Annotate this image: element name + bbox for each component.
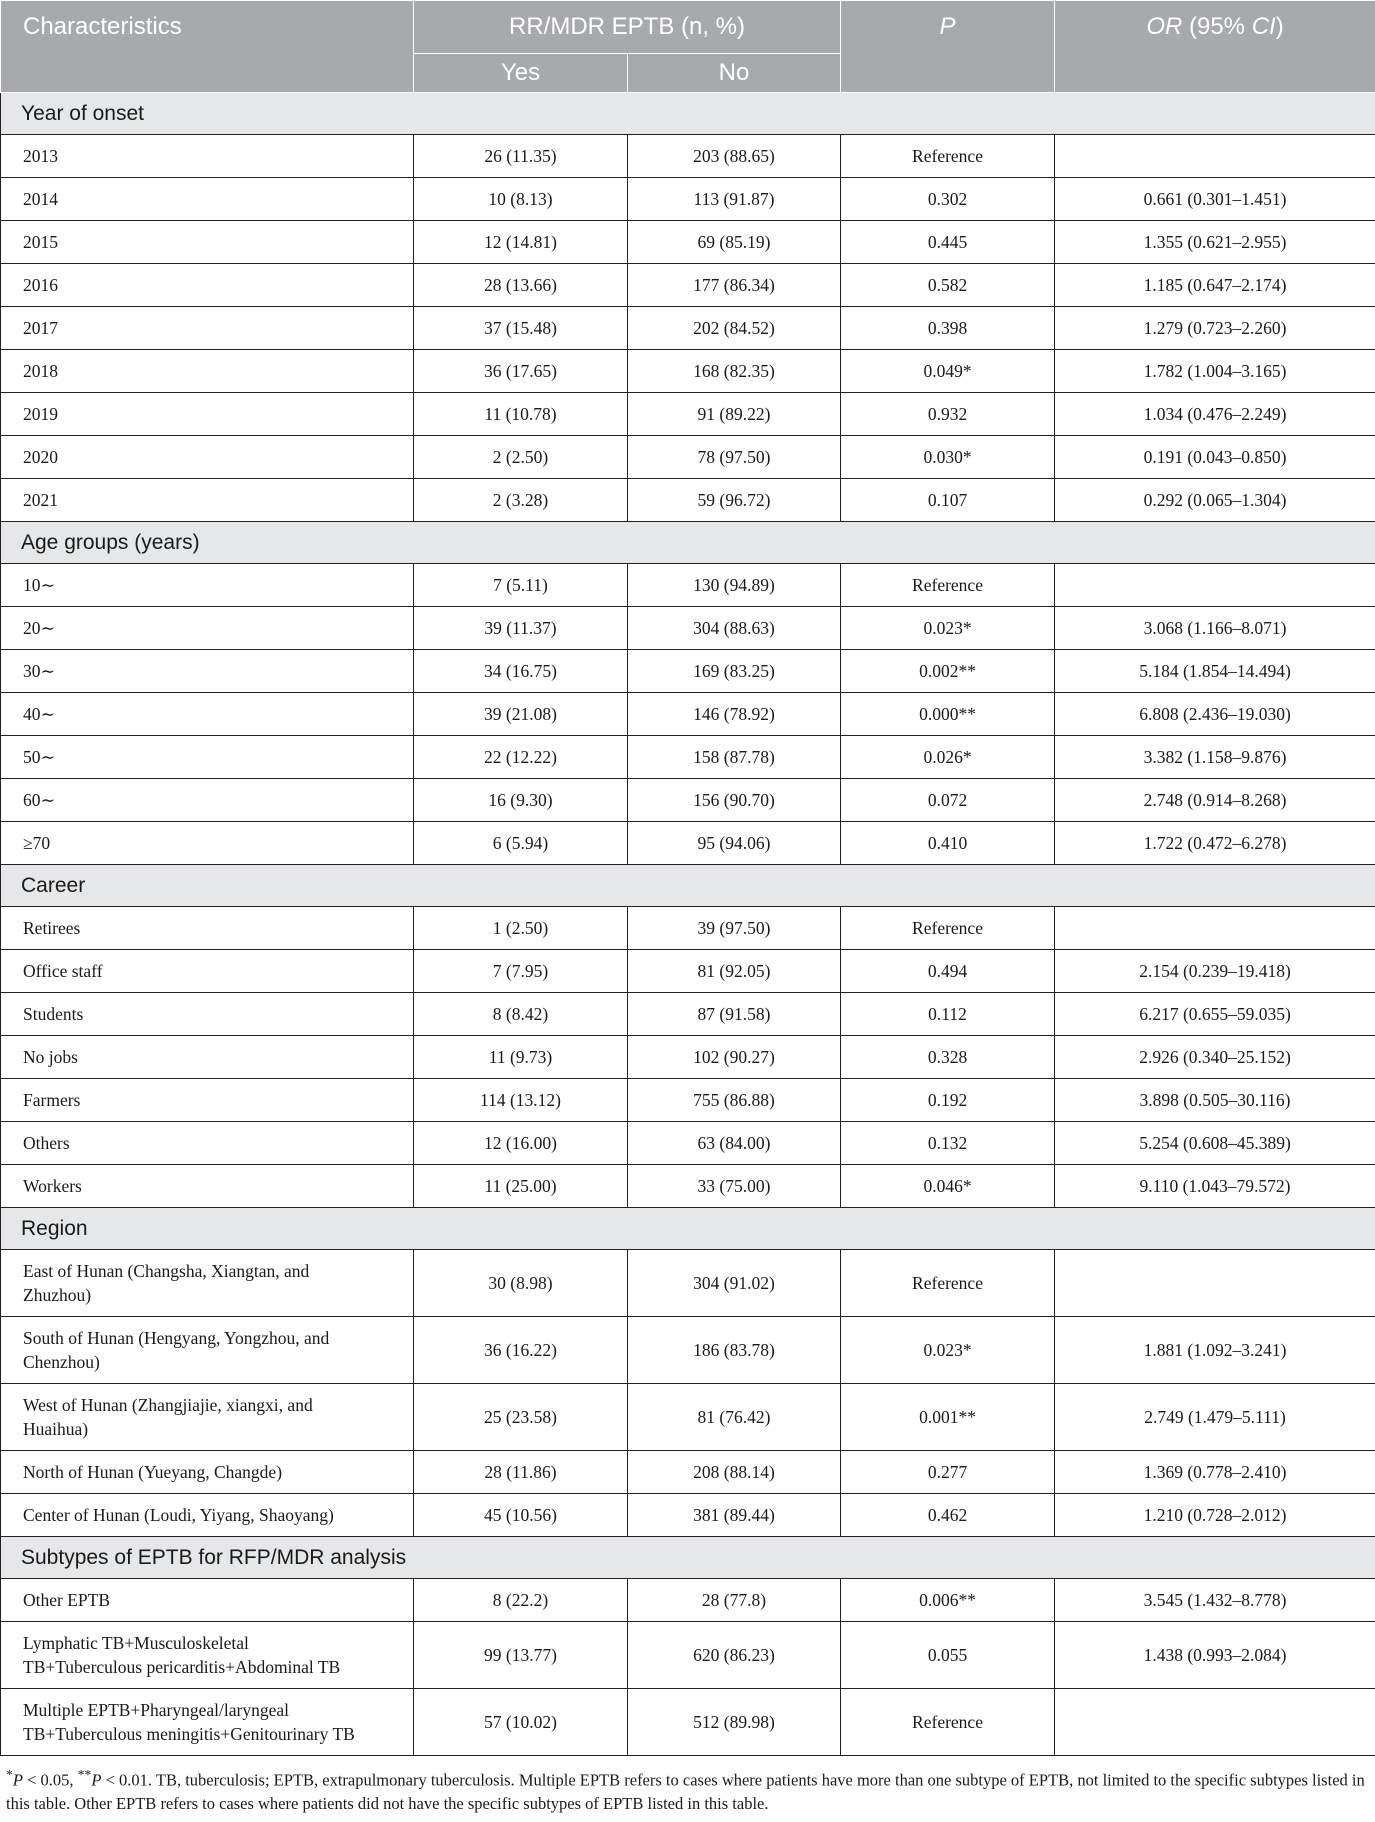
row-label: 2014 <box>1 178 414 221</box>
row-label: 2016 <box>1 264 414 307</box>
row-label-line-2: TB+Tuberculous pericarditis+Abdominal TB <box>23 1657 341 1677</box>
row-label: 2013 <box>1 135 414 178</box>
cell-yes: 30 (8.98) <box>414 1250 628 1317</box>
cell-no: 304 (88.63) <box>628 607 841 650</box>
cell-yes: 39 (11.37) <box>414 607 628 650</box>
cell-p-value: 0.000** <box>841 693 1055 736</box>
header-or-label: OR <box>1146 13 1183 40</box>
cell-p-value: 0.302 <box>841 178 1055 221</box>
table-row <box>1 307 1375 350</box>
cell-no: 168 (82.35) <box>628 350 841 393</box>
table-row <box>1 1579 1375 1622</box>
cell-yes: 45 (10.56) <box>414 1494 628 1537</box>
section-title: Year of onset <box>1 93 1375 135</box>
table-header <box>1 1 1375 93</box>
cell-p-value: Reference <box>841 135 1055 178</box>
row-label-line-1: South of Hunan (Hengyang, Yongzhou, and <box>23 1328 330 1348</box>
section-header-row <box>1 865 1375 907</box>
row-label-line-2: Chenzhou) <box>23 1352 100 1372</box>
cell-yes: 11 (10.78) <box>414 393 628 436</box>
table-row <box>1 135 1375 178</box>
cell-p-value: 0.046* <box>841 1165 1055 1208</box>
cell-odds-ratio: 1.369 (0.778–2.410) <box>1055 1451 1375 1494</box>
cell-no: 91 (89.22) <box>628 393 841 436</box>
footnote-p-1: P <box>12 1770 23 1790</box>
cell-odds-ratio: 5.254 (0.608–45.389) <box>1055 1122 1375 1165</box>
table-row <box>1 1079 1375 1122</box>
cell-yes: 16 (9.30) <box>414 779 628 822</box>
cell-p-value: 0.072 <box>841 779 1055 822</box>
table-row <box>1 736 1375 779</box>
cell-p-value: 0.030* <box>841 436 1055 479</box>
cell-p-value: 0.112 <box>841 993 1055 1036</box>
cell-yes: 114 (13.12) <box>414 1079 628 1122</box>
table-row <box>1 1036 1375 1079</box>
cell-no: 146 (78.92) <box>628 693 841 736</box>
cell-p-value: 0.132 <box>841 1122 1055 1165</box>
cell-p-value: 0.328 <box>841 1036 1055 1079</box>
cell-p-value: Reference <box>841 1689 1055 1756</box>
cell-no: 95 (94.06) <box>628 822 841 865</box>
cell-p-value: 0.023* <box>841 607 1055 650</box>
row-label <box>1 1689 414 1756</box>
table-row <box>1 993 1375 1036</box>
row-label-line-1: Lymphatic TB+Musculoskeletal <box>23 1633 249 1653</box>
row-label: Others <box>1 1122 414 1165</box>
row-label: 2019 <box>1 393 414 436</box>
row-label-line-2: Zhuzhou) <box>23 1285 92 1305</box>
table-row <box>1 1250 1375 1317</box>
cell-p-value: 0.006** <box>841 1579 1055 1622</box>
cell-yes: 39 (21.08) <box>414 693 628 736</box>
row-label: 10∼ <box>1 564 414 607</box>
cell-yes: 99 (13.77) <box>414 1622 628 1689</box>
cell-yes: 2 (2.50) <box>414 436 628 479</box>
cell-odds-ratio: 1.722 (0.472–6.278) <box>1055 822 1375 865</box>
table-row <box>1 1622 1375 1689</box>
cell-no: 620 (86.23) <box>628 1622 841 1689</box>
header-rr-mdr-group: RR/MDR EPTB (n, %) <box>414 1 841 54</box>
table-row <box>1 1689 1375 1756</box>
row-label <box>1 1317 414 1384</box>
cell-p-value: Reference <box>841 1250 1055 1317</box>
header-or-mid: (95% <box>1182 13 1252 40</box>
cell-yes: 28 (11.86) <box>414 1451 628 1494</box>
cell-p-value: 0.582 <box>841 264 1055 307</box>
cell-odds-ratio: 3.382 (1.158–9.876) <box>1055 736 1375 779</box>
cell-p-value: 0.055 <box>841 1622 1055 1689</box>
cell-p-value: 0.002** <box>841 650 1055 693</box>
row-label-line-1: East of Hunan (Changsha, Xiangtan, and <box>23 1261 310 1281</box>
header-characteristics: Characteristics <box>1 1 414 93</box>
cell-odds-ratio: 2.748 (0.914–8.268) <box>1055 779 1375 822</box>
table-body <box>1 93 1375 1756</box>
table-row <box>1 178 1375 221</box>
cell-no: 69 (85.19) <box>628 221 841 264</box>
cell-yes: 11 (25.00) <box>414 1165 628 1208</box>
row-label-line-1: West of Hunan (Zhangjiajie, xiangxi, and <box>23 1395 313 1415</box>
cell-yes: 12 (16.00) <box>414 1122 628 1165</box>
cell-no: 130 (94.89) <box>628 564 841 607</box>
cell-odds-ratio: 3.545 (1.432–8.778) <box>1055 1579 1375 1622</box>
row-label: 40∼ <box>1 693 414 736</box>
row-label: Center of Hunan (Loudi, Yiyang, Shaoyang) <box>1 1494 414 1537</box>
cell-odds-ratio <box>1055 907 1375 950</box>
row-label: 2018 <box>1 350 414 393</box>
table-row <box>1 393 1375 436</box>
cell-p-value: 0.462 <box>841 1494 1055 1537</box>
footnote-text-1: < 0.05, <box>22 1770 78 1790</box>
cell-no: 87 (91.58) <box>628 993 841 1036</box>
cell-odds-ratio <box>1055 135 1375 178</box>
cell-no: 177 (86.34) <box>628 264 841 307</box>
cell-no: 169 (83.25) <box>628 650 841 693</box>
cell-odds-ratio: 0.292 (0.065–1.304) <box>1055 479 1375 522</box>
cell-odds-ratio: 2.926 (0.340–25.152) <box>1055 1036 1375 1079</box>
section-header-row <box>1 93 1375 135</box>
cell-yes: 28 (13.66) <box>414 264 628 307</box>
cell-yes: 34 (16.75) <box>414 650 628 693</box>
row-label: 20∼ <box>1 607 414 650</box>
table-row <box>1 350 1375 393</box>
table-row <box>1 607 1375 650</box>
row-label: Students <box>1 993 414 1036</box>
cell-p-value: 0.398 <box>841 307 1055 350</box>
row-label: Other EPTB <box>1 1579 414 1622</box>
cell-no: 28 (77.8) <box>628 1579 841 1622</box>
row-label: 2015 <box>1 221 414 264</box>
cell-odds-ratio: 1.034 (0.476–2.249) <box>1055 393 1375 436</box>
cell-no: 158 (87.78) <box>628 736 841 779</box>
row-label <box>1 1622 414 1689</box>
cell-yes: 22 (12.22) <box>414 736 628 779</box>
cell-yes: 1 (2.50) <box>414 907 628 950</box>
row-label: ≥70 <box>1 822 414 865</box>
row-label: 30∼ <box>1 650 414 693</box>
cell-no: 102 (90.27) <box>628 1036 841 1079</box>
cell-yes: 7 (7.95) <box>414 950 628 993</box>
cell-no: 59 (96.72) <box>628 479 841 522</box>
table-row <box>1 779 1375 822</box>
cell-p-value: 0.494 <box>841 950 1055 993</box>
cell-odds-ratio: 1.438 (0.993–2.084) <box>1055 1622 1375 1689</box>
cell-no: 186 (83.78) <box>628 1317 841 1384</box>
cell-odds-ratio: 0.661 (0.301–1.451) <box>1055 178 1375 221</box>
cell-p-value: 0.026* <box>841 736 1055 779</box>
row-label <box>1 1384 414 1451</box>
cell-no: 113 (91.87) <box>628 178 841 221</box>
cell-p-value: 0.932 <box>841 393 1055 436</box>
cell-no: 203 (88.65) <box>628 135 841 178</box>
row-label <box>1 1250 414 1317</box>
cell-yes: 25 (23.58) <box>414 1384 628 1451</box>
section-title: Career <box>1 865 1375 907</box>
cell-no: 81 (76.42) <box>628 1384 841 1451</box>
cell-yes: 10 (8.13) <box>414 178 628 221</box>
cell-odds-ratio: 6.808 (2.436–19.030) <box>1055 693 1375 736</box>
row-label-line-2: TB+Tuberculous meningitis+Genitourinary TB <box>23 1724 355 1744</box>
table-row <box>1 1317 1375 1384</box>
table-row <box>1 1384 1375 1451</box>
cell-p-value: Reference <box>841 564 1055 607</box>
table-row <box>1 264 1375 307</box>
cell-no: 156 (90.70) <box>628 779 841 822</box>
section-header-row <box>1 1208 1375 1250</box>
cell-yes: 12 (14.81) <box>414 221 628 264</box>
section-header-row <box>1 522 1375 564</box>
cell-odds-ratio: 1.210 (0.728–2.012) <box>1055 1494 1375 1537</box>
table-row <box>1 822 1375 865</box>
cell-no: 33 (75.00) <box>628 1165 841 1208</box>
cell-p-value: 0.410 <box>841 822 1055 865</box>
cell-yes: 8 (8.42) <box>414 993 628 1036</box>
cell-no: 81 (92.05) <box>628 950 841 993</box>
cell-p-value: 0.023* <box>841 1317 1055 1384</box>
table-row <box>1 1165 1375 1208</box>
cell-p-value: 0.192 <box>841 1079 1055 1122</box>
cell-odds-ratio <box>1055 1250 1375 1317</box>
row-label: North of Hunan (Yueyang, Changde) <box>1 1451 414 1494</box>
header-or-ci: CI <box>1251 13 1276 40</box>
section-title: Region <box>1 1208 1375 1250</box>
row-label: Office staff <box>1 950 414 993</box>
row-label: 2020 <box>1 436 414 479</box>
row-label: 60∼ <box>1 779 414 822</box>
section-title: Age groups (years) <box>1 522 1375 564</box>
cell-p-value: 0.277 <box>841 1451 1055 1494</box>
cell-odds-ratio: 6.217 (0.655–59.035) <box>1055 993 1375 1036</box>
cell-odds-ratio <box>1055 1689 1375 1756</box>
footnote-text-2: < 0.01. TB, tuberculosis; EPTB, extrapulmonary tuberculosis. Multiple EPTB refers to cases where patients have more than one subtype of EPTB, not limited to the specific subtypes listed in this table. Other EPTB refers to cases where patients did not have the specific subtypes of EPTB listed in this table. <box>6 1770 1365 1813</box>
header-or-end: ) <box>1275 13 1284 40</box>
table-row <box>1 693 1375 736</box>
row-label: Retirees <box>1 907 414 950</box>
section-header-row <box>1 1537 1375 1579</box>
cell-odds-ratio: 2.154 (0.239–19.418) <box>1055 950 1375 993</box>
cell-yes: 2 (3.28) <box>414 479 628 522</box>
cell-odds-ratio: 1.185 (0.647–2.174) <box>1055 264 1375 307</box>
cell-no: 208 (88.14) <box>628 1451 841 1494</box>
cell-no: 304 (91.02) <box>628 1250 841 1317</box>
cell-odds-ratio <box>1055 564 1375 607</box>
table-footnote <box>0 1756 1375 1815</box>
cell-yes: 37 (15.48) <box>414 307 628 350</box>
cell-odds-ratio: 1.782 (1.004–3.165) <box>1055 350 1375 393</box>
table-row <box>1 950 1375 993</box>
table-row <box>1 221 1375 264</box>
cell-yes: 11 (9.73) <box>414 1036 628 1079</box>
header-no: No <box>628 54 841 93</box>
cell-yes: 8 (22.2) <box>414 1579 628 1622</box>
cell-no: 63 (84.00) <box>628 1122 841 1165</box>
cell-odds-ratio: 0.191 (0.043–0.850) <box>1055 436 1375 479</box>
table-row <box>1 564 1375 607</box>
row-label: No jobs <box>1 1036 414 1079</box>
cell-yes: 6 (5.94) <box>414 822 628 865</box>
cell-odds-ratio: 3.898 (0.505–30.116) <box>1055 1079 1375 1122</box>
row-label: Workers <box>1 1165 414 1208</box>
footnote-p-2: P <box>91 1770 102 1790</box>
cell-p-value: Reference <box>841 907 1055 950</box>
cell-p-value: 0.107 <box>841 479 1055 522</box>
table-row <box>1 907 1375 950</box>
cell-no: 512 (89.98) <box>628 1689 841 1756</box>
cell-odds-ratio: 3.068 (1.166–8.071) <box>1055 607 1375 650</box>
cell-no: 202 (84.52) <box>628 307 841 350</box>
table-row <box>1 479 1375 522</box>
cell-yes: 7 (5.11) <box>414 564 628 607</box>
cell-odds-ratio: 1.355 (0.621–2.955) <box>1055 221 1375 264</box>
row-label-line-1: Multiple EPTB+Pharyngeal/laryngeal <box>23 1700 289 1720</box>
cell-no: 78 (97.50) <box>628 436 841 479</box>
cell-p-value: 0.445 <box>841 221 1055 264</box>
cell-odds-ratio: 9.110 (1.043–79.572) <box>1055 1165 1375 1208</box>
table-row <box>1 436 1375 479</box>
section-title: Subtypes of EPTB for RFP/MDR analysis <box>1 1537 1375 1579</box>
cell-yes: 57 (10.02) <box>414 1689 628 1756</box>
cell-p-value: 0.001** <box>841 1384 1055 1451</box>
cell-yes: 36 (17.65) <box>414 350 628 393</box>
row-label: 50∼ <box>1 736 414 779</box>
footnote-star-2: ** <box>77 1767 92 1782</box>
row-label: 2017 <box>1 307 414 350</box>
cell-odds-ratio: 1.279 (0.723–2.260) <box>1055 307 1375 350</box>
footnote-star-1: * <box>6 1767 13 1782</box>
header-yes: Yes <box>414 54 628 93</box>
table-row <box>1 1122 1375 1165</box>
row-label: Farmers <box>1 1079 414 1122</box>
cell-yes: 36 (16.22) <box>414 1317 628 1384</box>
table-row <box>1 1494 1375 1537</box>
cell-no: 755 (86.88) <box>628 1079 841 1122</box>
row-label-line-2: Huaihua) <box>23 1419 89 1439</box>
cell-p-value: 0.049* <box>841 350 1055 393</box>
cell-odds-ratio: 1.881 (1.092–3.241) <box>1055 1317 1375 1384</box>
table-row <box>1 650 1375 693</box>
header-or <box>1055 1 1375 93</box>
table-row <box>1 1451 1375 1494</box>
row-label: 2021 <box>1 479 414 522</box>
cell-odds-ratio: 2.749 (1.479–5.111) <box>1055 1384 1375 1451</box>
header-p: P <box>841 1 1055 93</box>
cell-yes: 26 (11.35) <box>414 135 628 178</box>
cell-no: 39 (97.50) <box>628 907 841 950</box>
cell-no: 381 (89.44) <box>628 1494 841 1537</box>
cell-odds-ratio: 5.184 (1.854–14.494) <box>1055 650 1375 693</box>
